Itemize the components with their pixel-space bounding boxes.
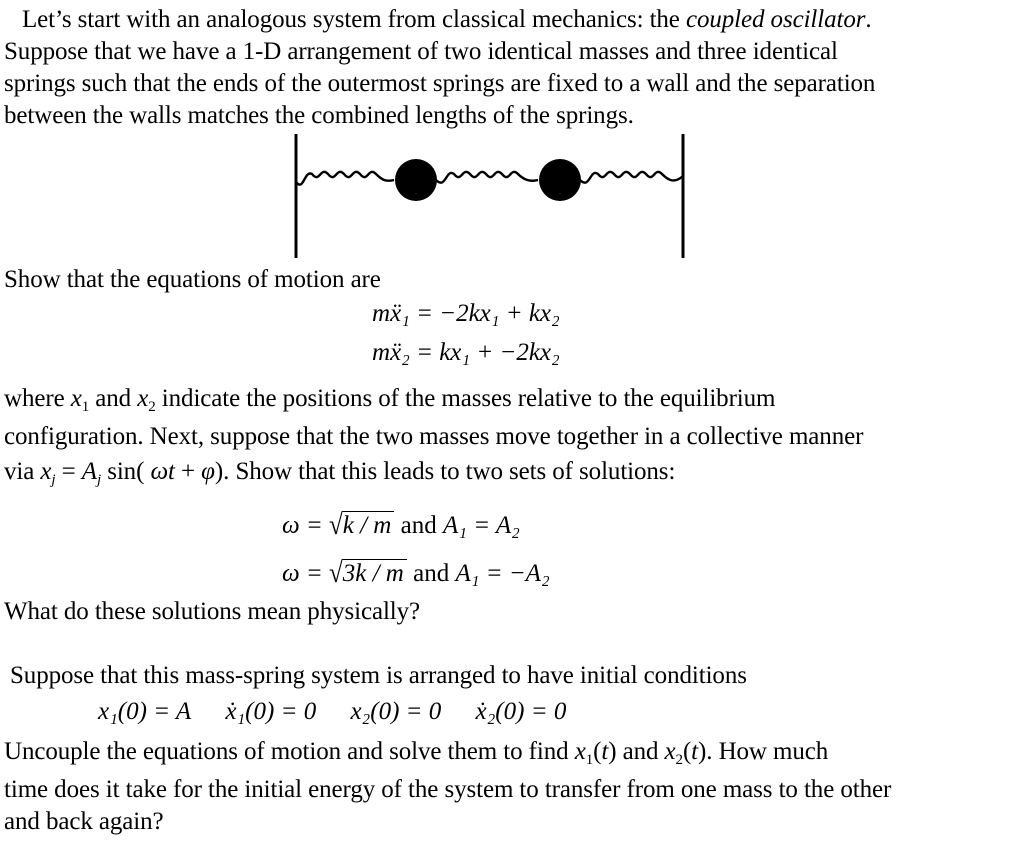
solution-2-radicand: 3k / m <box>342 559 407 588</box>
via-line <box>4 456 675 488</box>
equations-intro: Show that the equations of motion are <box>4 266 381 293</box>
var-x1-sub: 1 <box>81 399 90 415</box>
equation-1-lhs: mẍ₁ <box>372 300 410 327</box>
intro-line-3: springs such that the ends of the outermost springs are fixed to a wall and the separation <box>4 70 876 97</box>
coupled-oscillator-emphasis: coupled oscillator <box>685 6 866 33</box>
equation-2 <box>372 337 560 369</box>
initial-conditions-intro: Suppose that this mass-spring system is arranged to have initial conditions <box>10 662 747 689</box>
solution-2-omega: ω = <box>282 560 323 587</box>
back-again-line: and back again? <box>4 808 164 835</box>
via-text: via <box>4 458 41 485</box>
uncouple-rest: . How much <box>706 738 829 765</box>
ansatz-formula: $x_j = A_j$ sin( ωt + φ) <box>40 458 224 488</box>
middle-spring <box>436 172 538 183</box>
var-x2-sub: 2 <box>148 399 156 415</box>
where-and: and <box>89 385 138 412</box>
solution-1-relation: A₁ = A₂ <box>442 512 520 539</box>
solution-2: ω = √3k / m and A₁ = −A₂ <box>282 557 550 589</box>
solution-2-relation: A₁ = −A₂ <box>455 560 550 587</box>
intro-line-4: between the walls matches the combined lengths of the springs. <box>4 102 634 129</box>
solution-2-and: and <box>413 560 450 587</box>
solution-1: ω = √k / m and A₁ = A₂ <box>282 509 520 541</box>
mass-2 <box>539 159 581 201</box>
via-rest: . Show that this leads to two sets of solutions: <box>223 458 676 485</box>
right-spring <box>580 172 683 183</box>
uncouple-text: Uncouple the equations of motion and solve them to find <box>4 738 575 765</box>
energy-transfer-line: time does it take for the initial energy of the system to transfer from one mass to the other <box>4 776 892 803</box>
ic-x2: x₂(0) = 0 <box>350 698 442 725</box>
intro-text: Let’s start with an analogous system from classical mechanics: the <box>22 6 686 33</box>
intro-period: . <box>865 6 872 33</box>
uncouple-line <box>4 736 828 768</box>
intro-line-1 <box>22 4 872 36</box>
ic-x1: x₁(0) = A <box>98 698 192 725</box>
where-text: where <box>4 385 71 412</box>
solution-1-and: and <box>400 512 437 539</box>
ic-x1-dot: ẋ₁(0) = 0 <box>225 698 317 725</box>
equation-1 <box>372 298 560 330</box>
solution-1-omega: ω = <box>282 512 323 539</box>
solution-1-radicand: k / m <box>342 511 395 540</box>
ic-x2-dot: ẋ₂(0) = 0 <box>475 698 567 725</box>
equation-1-rhs: = −2kx₁ + kx₂ <box>416 300 560 327</box>
var-x2: x <box>137 385 149 412</box>
configuration-line: configuration. Next, suppose that the two masses move together in a collective manner <box>4 423 864 450</box>
initial-conditions <box>98 696 566 728</box>
x1-of-t: $x_1(t)$ <box>574 738 617 768</box>
mass-1 <box>395 159 437 201</box>
coupled-oscillator-diagram <box>290 132 700 262</box>
var-x1: x <box>70 385 82 412</box>
left-spring <box>296 172 394 185</box>
equation-2-rhs: = kx₁ + −2kx₂ <box>416 339 560 366</box>
equation-2-lhs: mẍ₂ <box>372 339 410 366</box>
x2-of-t: $x_2(t)$ <box>664 738 707 768</box>
where-rest: indicate the positions of the masses relative to the equilibrium <box>155 385 776 412</box>
uncouple-and: and <box>616 738 665 765</box>
physical-meaning-question: What do these solutions mean physically? <box>4 598 421 625</box>
where-line <box>4 383 775 415</box>
intro-line-2: Suppose that we have a 1-D arrangement of two identical masses and three identical <box>4 38 838 65</box>
